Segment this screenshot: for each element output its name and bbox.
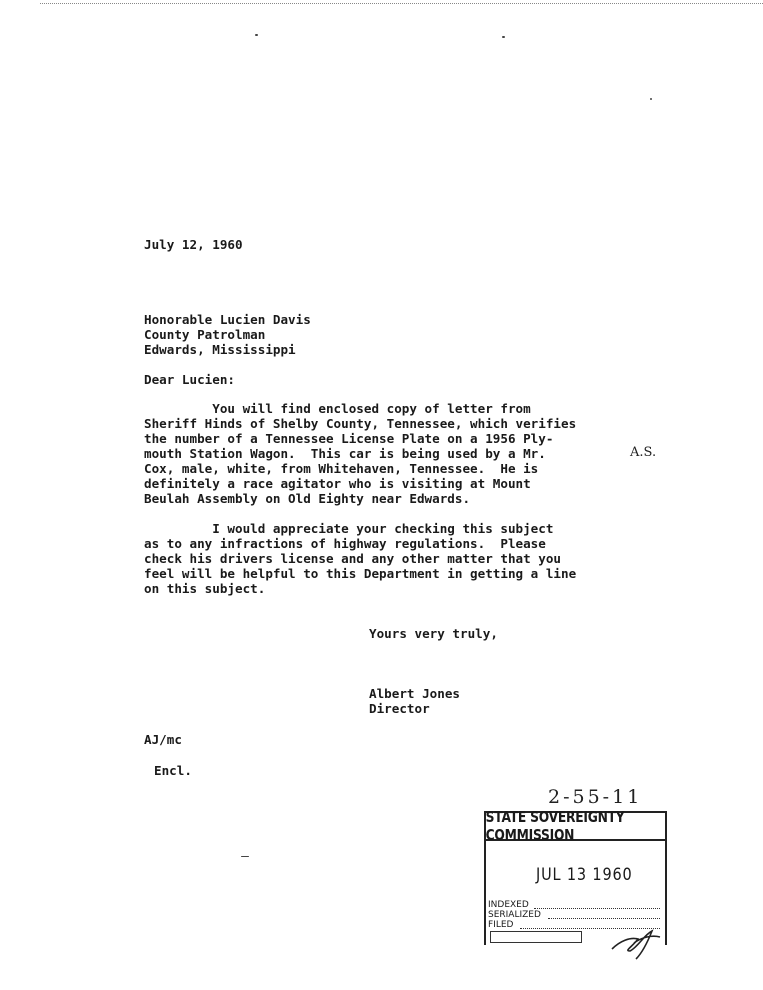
scan-speck [241,856,249,857]
paragraph-line: mouth Station Wagon. This car is being used by a Mr. [144,446,546,461]
stamp-row-indexed: INDEXED [488,900,529,910]
stamp-box [490,931,582,943]
signer-name: Albert Jones [369,686,460,701]
scan-speck [502,36,505,38]
paragraph-line: I would appreciate your checking this subject [144,521,554,536]
initials-scribble [608,917,664,961]
paragraph-line: check his drivers license and any other matter that you [144,551,562,566]
paragraph-line: on this subject. [144,581,266,596]
paragraph-line: feel will be helpful to this Department in getting a line [144,566,577,581]
paragraph-line: Beulah Assembly on Old Eighty near Edwards. [144,491,471,506]
recipient-location: Edwards, Mississippi [144,342,296,357]
stamp-row-serialized: SERIALIZED [488,910,541,920]
paragraph-line: as to any infractions of highway regulations. Please [144,536,546,551]
scan-speck [650,98,652,100]
signer-title: Director [369,701,430,716]
stamp-title: STATE SOVEREIGNTY COMMISSION [484,811,667,841]
enclosure-note: Encl. [154,763,192,778]
reference-initials: AJ/mc [144,732,182,747]
salutation: Dear Lucien: [144,372,235,387]
handwritten-initials: A.S. [630,445,657,460]
letter-date: July 12, 1960 [144,237,243,252]
paragraph-line: Sheriff Hinds of Shelby County, Tennessee, which verifies [144,416,577,431]
paragraph-line: the number of a Tennessee License Plate on a 1956 Ply- [144,431,554,446]
stamp-row-line [534,908,660,909]
recipient-title: County Patrolman [144,327,266,342]
stamp-date: JUL 13 1960 [536,865,633,885]
scan-speck [255,34,258,36]
recipient-name: Honorable Lucien Davis [144,312,311,327]
top-edge-line [40,3,763,4]
paragraph-line: Cox, male, white, from Whitehaven, Tennessee. He is [144,461,539,476]
paragraph-line: You will find enclosed copy of letter from [144,401,531,416]
closing: Yours very truly, [369,626,498,641]
stamp-row-filed: FILED [488,920,514,930]
handwritten-file-number: 2-55-11 [548,786,643,808]
received-stamp [484,807,667,947]
paragraph-line: definitely a race agitator who is visiting at Mount [144,476,531,491]
